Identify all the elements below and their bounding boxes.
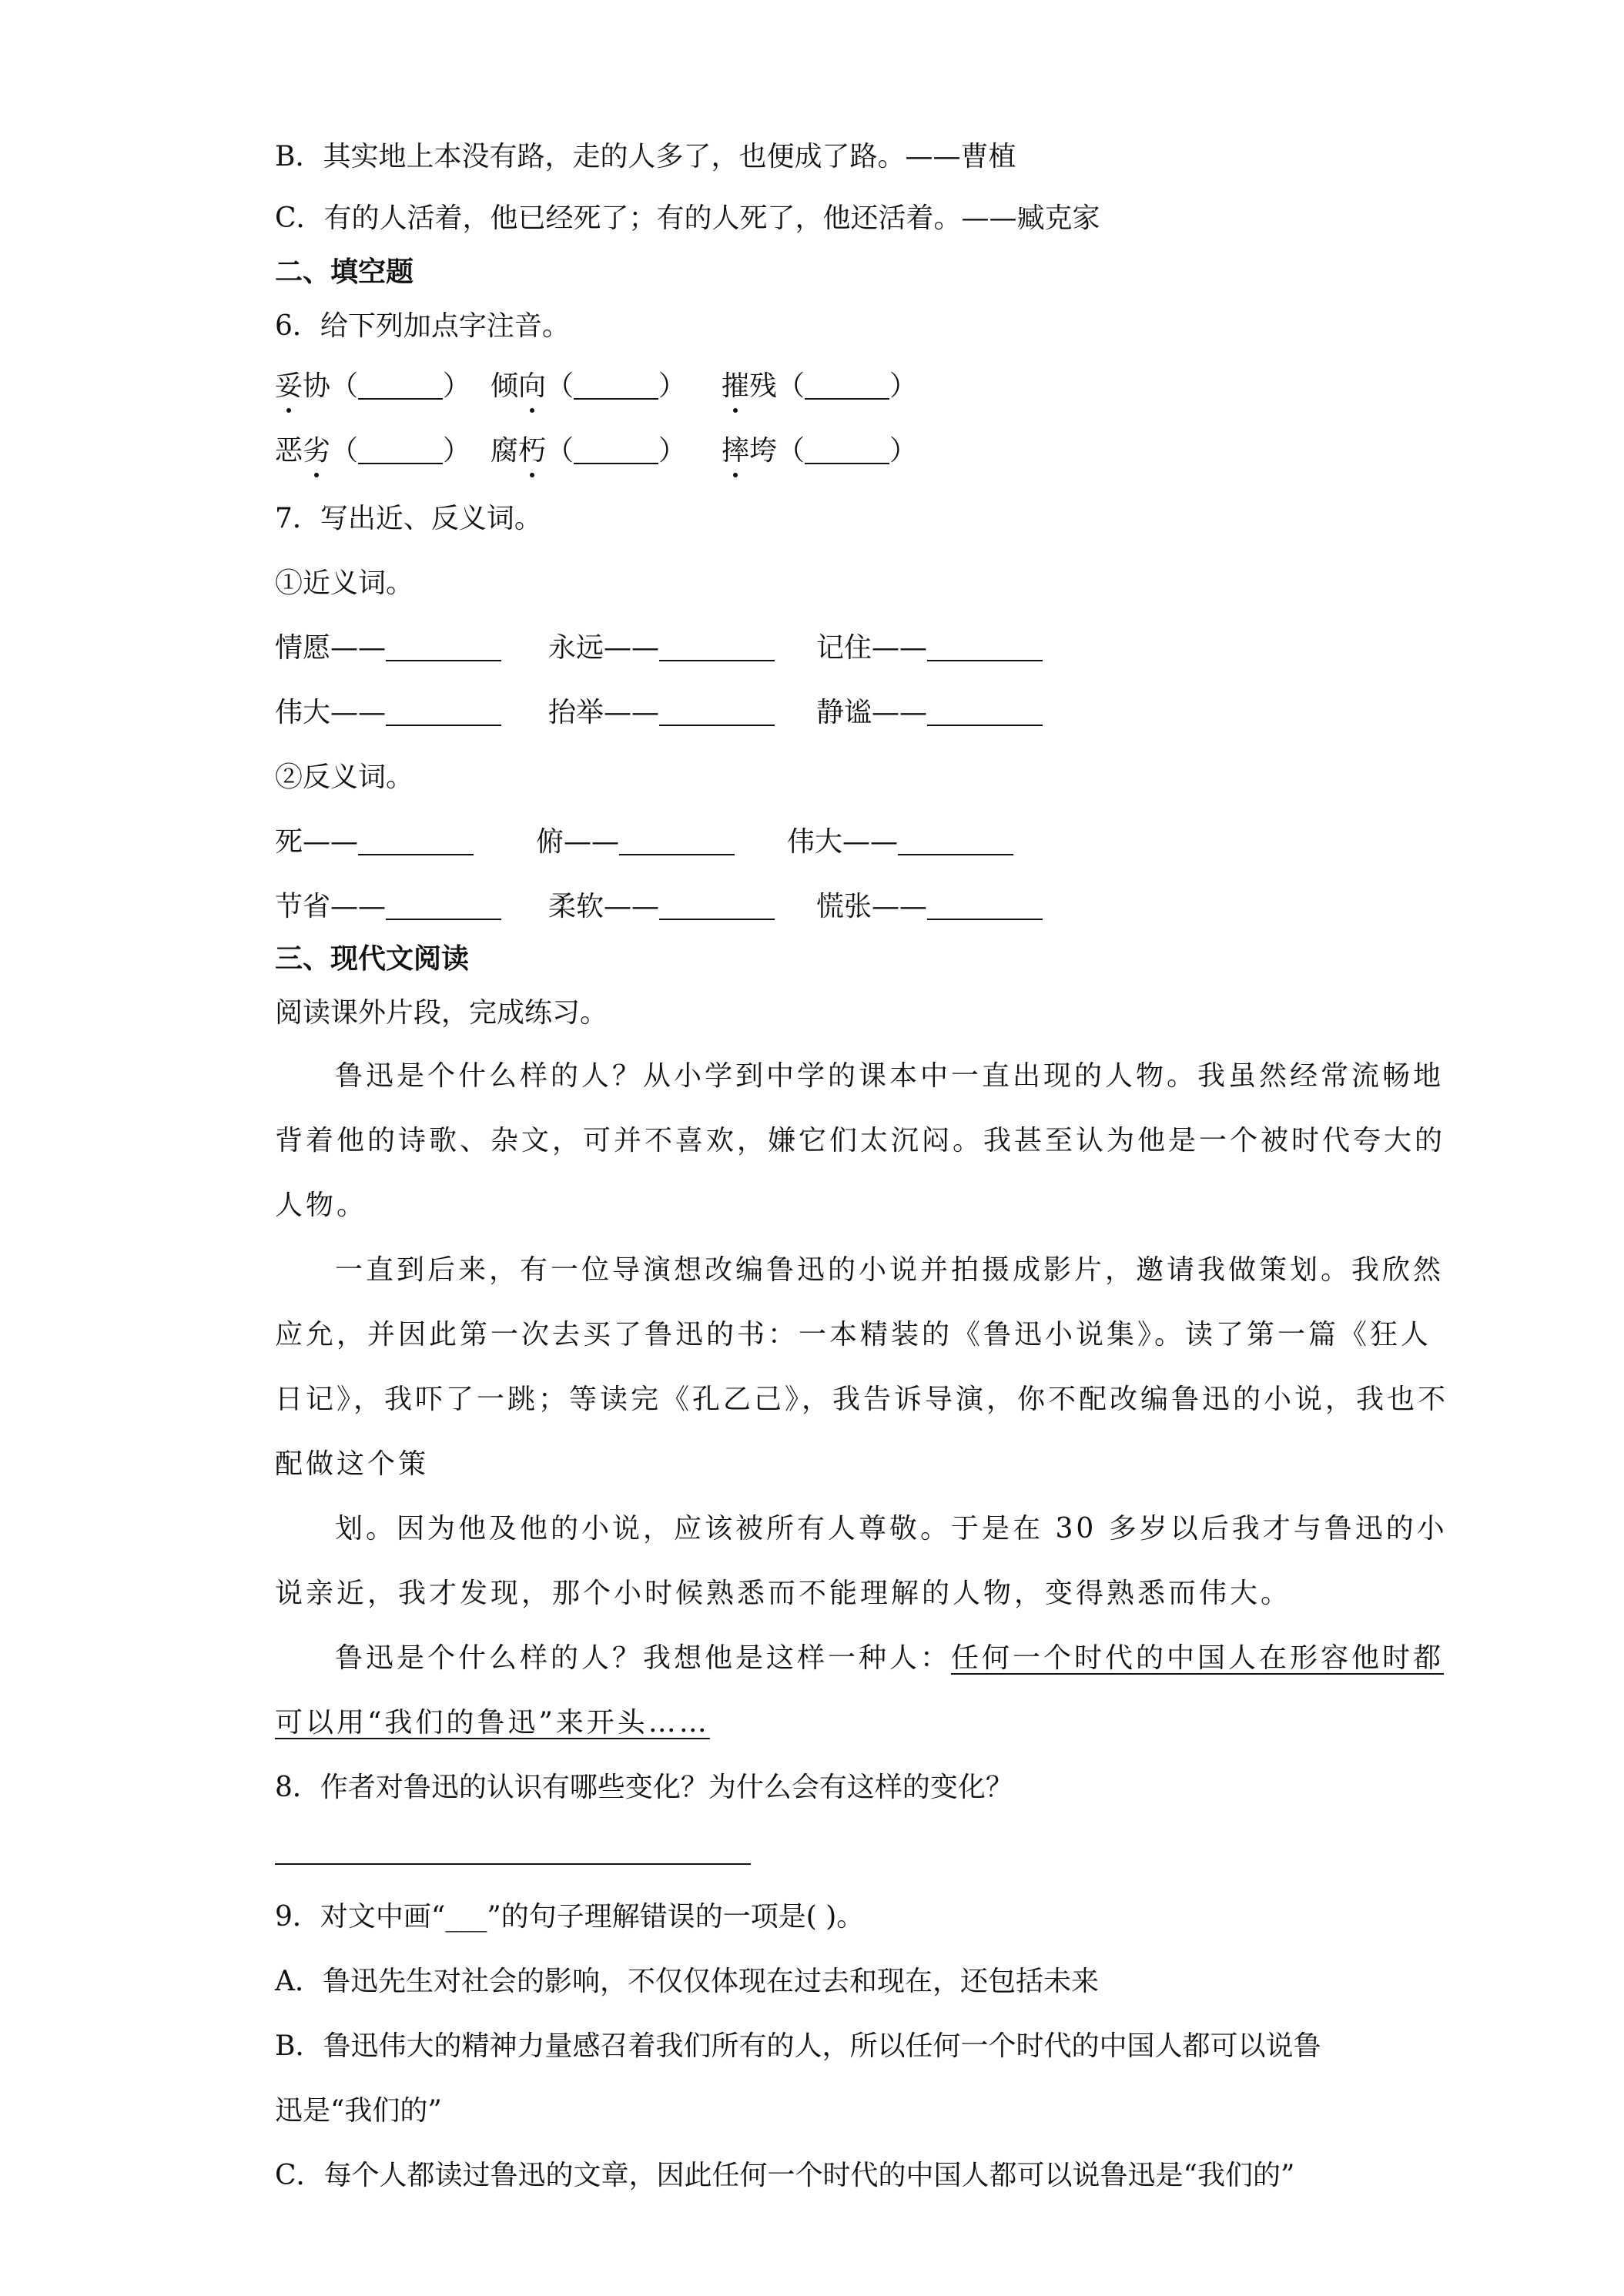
passage-line: 鲁迅是个什么样的人？我想他是这样一种人：任何一个时代的中国人在形容他时都 — [335, 1642, 1445, 1674]
passage-line: 说亲近，我才发现，那个小时候熟悉而不能理解的人物，变得熟悉而伟大。 — [275, 1578, 1292, 1609]
answer-line[interactable] — [275, 1863, 751, 1865]
synonym-item: 静谧—— — [816, 694, 1043, 731]
synonym-item: 情愿—— — [275, 630, 501, 667]
pinyin-blank[interactable] — [805, 372, 889, 400]
antonym-item: 柔软—— — [548, 889, 775, 925]
section-heading-reading: 三、现代文阅读 — [275, 943, 470, 975]
answer-blank[interactable] — [927, 698, 1043, 726]
antonym-item: 死—— — [275, 824, 474, 861]
answer-blank[interactable] — [659, 892, 775, 920]
passage-line — [275, 1705, 710, 1742]
answer-blank[interactable] — [619, 828, 735, 855]
question-8-stem: 8．作者对鲁迅的认识有哪些变化？为什么会有这样的变化？ — [275, 1772, 1013, 1803]
answer-blank[interactable] — [386, 634, 501, 661]
pinyin-blank[interactable] — [574, 437, 658, 464]
section-heading-fill-blank: 二、填空题 — [275, 256, 414, 288]
answer-blank[interactable] — [898, 828, 1013, 855]
pinyin-item: 妥协（ ） — [275, 368, 470, 405]
synonym-item: 抬举—— — [548, 694, 775, 731]
synonym-item: 永远—— — [548, 630, 775, 667]
question-9-option-c: C．每个人都读过鲁迅的文章，因此任何一个时代的中国人都可以说鲁迅是“我们的” — [275, 2160, 1295, 2191]
pinyin-item: 倾向（ ） — [491, 368, 686, 405]
pinyin-item: 摧残（ ） — [722, 368, 917, 405]
answer-blank[interactable] — [358, 828, 474, 855]
passage-line: 人物。 — [275, 1190, 368, 1221]
antonym-item: 俯—— — [536, 824, 735, 861]
pinyin-blank[interactable] — [358, 372, 443, 400]
antonym-item: 慌张—— — [816, 889, 1043, 925]
antonym-item: 伟大—— — [787, 824, 1013, 861]
passage-line: 背着他的诗歌、杂文，可并不喜欢，嫌它们太沉闷。我甚至认为他是一个被时代夸大的 — [275, 1125, 1446, 1156]
question-7-stem: 7．写出近、反义词。 — [275, 503, 542, 534]
answer-blank[interactable] — [659, 698, 775, 726]
answer-blank[interactable] — [659, 634, 775, 661]
underlined-sentence: 可以用“我们的鲁迅”来开头…… — [275, 1707, 710, 1739]
question-9-option-a: A．鲁迅先生对社会的影响，不仅仅体现在过去和现在，还包括未来 — [275, 1966, 1099, 1997]
synonym-item: 伟大—— — [275, 694, 501, 731]
antonym-label: ②反义词。 — [275, 761, 414, 793]
synonym-label: ①近义词。 — [275, 567, 414, 599]
pinyin-blank[interactable] — [358, 437, 443, 464]
question-5-option-c: C．有的人活着，他已经死了；有的人死了，他还活着。——臧克家 — [275, 202, 1100, 234]
question-9-option-b-cont: 迅是“我们的” — [275, 2095, 442, 2127]
passage-line: 应允，并因此第一次去买了鲁迅的书：一本精装的《鲁迅小说集》。读了第一篇《狂人 — [275, 1319, 1432, 1350]
antonym-item: 节省—— — [275, 889, 501, 925]
passage-line: 划。因为他及他的小说，应该被所有人尊敬。于是在 30 多岁以后我才与鲁迅的小 — [335, 1513, 1448, 1545]
pinyin-item: 摔垮（ ） — [722, 433, 917, 470]
passage-line: 配做这个策 — [275, 1448, 430, 1480]
question-5-option-b: B．其实地上本没有路，走的人多了，也便成了路。——曹植 — [275, 141, 1016, 172]
answer-blank[interactable] — [386, 892, 501, 920]
reading-intro: 阅读课外片段，完成练习。 — [275, 997, 608, 1029]
answer-blank[interactable] — [386, 698, 501, 726]
answer-blank[interactable] — [927, 892, 1043, 920]
underline-mark: ___ — [445, 1901, 487, 1933]
passage-line: 鲁迅是个什么样的人？从小学到中学的课本中一直出现的人物。我虽然经常流畅地 — [335, 1060, 1445, 1092]
synonym-item: 记住—— — [816, 630, 1043, 667]
question-9-option-b: B．鲁迅伟大的精神力量感召着我们所有的人，所以任何一个时代的中国人都可以说鲁 — [275, 2030, 1321, 2062]
underlined-sentence: 任何一个时代的中国人在形容他时都 — [951, 1642, 1445, 1674]
question-9-stem: 9．对文中画“___”的句子理解错误的一项是( )。 — [275, 1901, 865, 1933]
pinyin-item: 恶劣（ ） — [275, 433, 470, 470]
pinyin-item: 腐朽（ ） — [491, 433, 686, 470]
answer-blank[interactable] — [927, 634, 1043, 661]
passage-line: 日记》，我吓了一跳；等读完《孔乙己》，我告诉导演，你不配改编鲁迅的小说，我也不 — [275, 1384, 1449, 1415]
passage-line: 一直到后来，有一位导演想改编鲁迅的小说并拍摄成影片，邀请我做策划。我欣然 — [335, 1254, 1445, 1286]
question-6-stem: 6．给下列加点字注音。 — [275, 310, 570, 342]
pinyin-blank[interactable] — [574, 372, 658, 400]
pinyin-blank[interactable] — [805, 437, 889, 464]
